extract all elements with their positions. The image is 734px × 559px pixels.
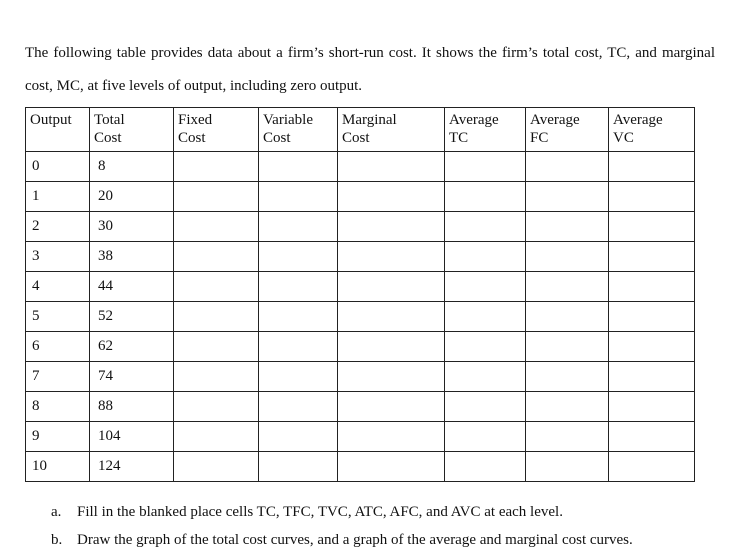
- table-row: [26, 212, 695, 242]
- table-row: [26, 362, 695, 392]
- variable-cost-cell: [259, 452, 338, 482]
- fixed-cost-cell: [174, 272, 259, 302]
- average-tc-cell: [445, 332, 526, 362]
- average-fc-cell: [526, 272, 609, 302]
- question-b-text: Draw the graph of the total cost curves, and a graph of the average and marginal cost curves.: [77, 532, 633, 548]
- output-cell: 8: [26, 392, 90, 422]
- output-cell: 3: [26, 242, 90, 272]
- output-cell: 4: [26, 272, 90, 302]
- marginal-cost-cell: [338, 272, 445, 302]
- marginal-cost-cell: [338, 452, 445, 482]
- marginal-cost-cell: [338, 392, 445, 422]
- average-fc-cell: [526, 212, 609, 242]
- question-b-label: b.: [51, 532, 63, 548]
- variable-cost-cell: [259, 302, 338, 332]
- marginal-cost-cell: [338, 212, 445, 242]
- output-cell: 2: [26, 212, 90, 242]
- average-vc-cell: [609, 392, 695, 422]
- average-fc-cell: [526, 332, 609, 362]
- table-row: [26, 182, 695, 212]
- cost-table: [25, 107, 695, 482]
- average-vc-cell: [609, 332, 695, 362]
- marginal-cost-cell: [338, 182, 445, 212]
- variable-cost-cell: [259, 362, 338, 392]
- output-cell: 5: [26, 302, 90, 332]
- table-row: [26, 302, 695, 332]
- total-cost-cell: 44: [90, 272, 174, 302]
- average-vc-cell: [609, 212, 695, 242]
- question-a: [51, 498, 633, 526]
- total-cost-cell: 124: [90, 452, 174, 482]
- header-average-fc: Average FC: [526, 108, 609, 152]
- variable-cost-cell: [259, 242, 338, 272]
- total-cost-cell: 30: [90, 212, 174, 242]
- header-marginal-cost: Marginal Cost: [338, 108, 445, 152]
- question-b: [51, 526, 633, 554]
- marginal-cost-cell: [338, 242, 445, 272]
- header-fixed-cost: Fixed Cost: [174, 108, 259, 152]
- average-vc-cell: [609, 422, 695, 452]
- average-vc-cell: [609, 182, 695, 212]
- marginal-cost-cell: [338, 302, 445, 332]
- average-tc-cell: [445, 242, 526, 272]
- header-total-cost: Total Cost: [90, 108, 174, 152]
- output-cell: 0: [26, 152, 90, 182]
- fixed-cost-cell: [174, 392, 259, 422]
- average-vc-cell: [609, 452, 695, 482]
- table-row: [26, 422, 695, 452]
- intro-paragraph: The following table provides data about a firm’s short-run cost. It shows the firm’s total cost, TC, and marginal cost, MC, at five levels of output, including zero output.: [25, 45, 715, 94]
- marginal-cost-cell: [338, 422, 445, 452]
- total-cost-cell: 8: [90, 152, 174, 182]
- average-tc-cell: [445, 422, 526, 452]
- table-row: [26, 242, 695, 272]
- average-fc-cell: [526, 422, 609, 452]
- header-average-tc: Average TC: [445, 108, 526, 152]
- average-vc-cell: [609, 302, 695, 332]
- table-row: [26, 332, 695, 362]
- fixed-cost-cell: [174, 212, 259, 242]
- output-cell: 10: [26, 452, 90, 482]
- total-cost-cell: 74: [90, 362, 174, 392]
- average-tc-cell: [445, 182, 526, 212]
- variable-cost-cell: [259, 212, 338, 242]
- fixed-cost-cell: [174, 452, 259, 482]
- variable-cost-cell: [259, 422, 338, 452]
- header-output: Output: [26, 108, 90, 152]
- average-fc-cell: [526, 452, 609, 482]
- questions-list: [51, 498, 633, 554]
- fixed-cost-cell: [174, 182, 259, 212]
- total-cost-cell: 52: [90, 302, 174, 332]
- fixed-cost-cell: [174, 302, 259, 332]
- average-tc-cell: [445, 452, 526, 482]
- fixed-cost-cell: [174, 362, 259, 392]
- average-tc-cell: [445, 302, 526, 332]
- marginal-cost-cell: [338, 362, 445, 392]
- table-header-row: [26, 108, 695, 152]
- average-vc-cell: [609, 242, 695, 272]
- question-a-label: a.: [51, 504, 62, 520]
- marginal-cost-cell: [338, 332, 445, 362]
- average-tc-cell: [445, 392, 526, 422]
- average-vc-cell: [609, 362, 695, 392]
- average-fc-cell: [526, 302, 609, 332]
- question-a-text: Fill in the blanked place cells TC, TFC, TVC, ATC, AFC, and AVC at each level.: [77, 504, 563, 520]
- fixed-cost-cell: [174, 152, 259, 182]
- average-vc-cell: [609, 272, 695, 302]
- average-vc-cell: [609, 152, 695, 182]
- total-cost-cell: 104: [90, 422, 174, 452]
- variable-cost-cell: [259, 392, 338, 422]
- total-cost-cell: 88: [90, 392, 174, 422]
- fixed-cost-cell: [174, 332, 259, 362]
- fixed-cost-cell: [174, 422, 259, 452]
- average-tc-cell: [445, 152, 526, 182]
- variable-cost-cell: [259, 152, 338, 182]
- output-cell: 1: [26, 182, 90, 212]
- average-tc-cell: [445, 272, 526, 302]
- fixed-cost-cell: [174, 242, 259, 272]
- variable-cost-cell: [259, 332, 338, 362]
- average-fc-cell: [526, 392, 609, 422]
- output-cell: 6: [26, 332, 90, 362]
- variable-cost-cell: [259, 272, 338, 302]
- output-cell: 9: [26, 422, 90, 452]
- table-row: [26, 152, 695, 182]
- header-variable-cost: Variable Cost: [259, 108, 338, 152]
- table-row: [26, 272, 695, 302]
- average-fc-cell: [526, 362, 609, 392]
- total-cost-cell: 20: [90, 182, 174, 212]
- total-cost-cell: 62: [90, 332, 174, 362]
- header-average-vc: Average VC: [609, 108, 695, 152]
- average-tc-cell: [445, 212, 526, 242]
- output-cell: 7: [26, 362, 90, 392]
- marginal-cost-cell: [338, 152, 445, 182]
- table-row: [26, 452, 695, 482]
- average-fc-cell: [526, 242, 609, 272]
- variable-cost-cell: [259, 182, 338, 212]
- average-fc-cell: [526, 182, 609, 212]
- total-cost-cell: 38: [90, 242, 174, 272]
- average-fc-cell: [526, 152, 609, 182]
- average-tc-cell: [445, 362, 526, 392]
- table-row: [26, 392, 695, 422]
